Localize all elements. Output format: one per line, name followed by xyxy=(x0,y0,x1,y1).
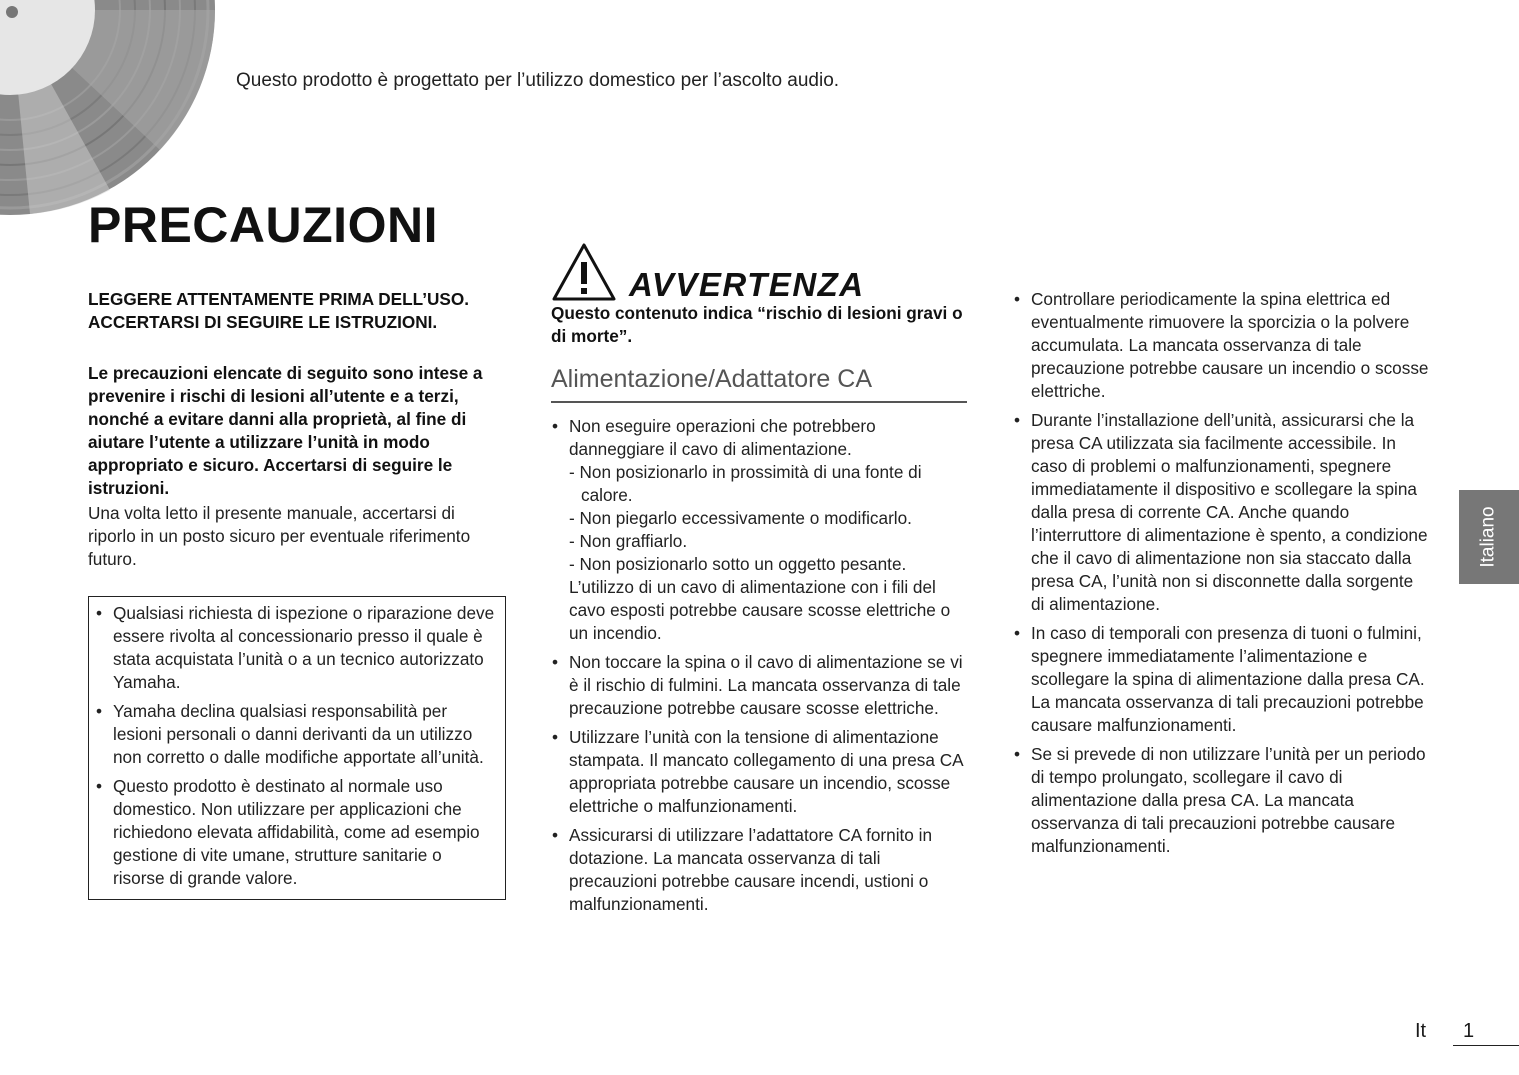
intro-note: Una volta letto il presente manuale, accertarsi di riporlo in un posto sicuro per eventuale riferimento futuro. xyxy=(88,503,471,569)
list-item-tail: L’utilizzo di un cavo di alimentazione con i fili del cavo esposti potrebbe causare scosse elettriche o un incendio. xyxy=(569,577,951,643)
lead-line-1: LEGGERE ATTENTAMENTE PRIMA DELL’USO. xyxy=(88,289,469,309)
right-column xyxy=(1013,288,1429,864)
list-item-text: Non eseguire operazioni che potrebbero danneggiare il cavo di alimentazione. xyxy=(569,416,876,459)
sub-item: - Non posizionarlo sotto un oggetto pesante. xyxy=(569,554,907,574)
list-item: • Non toccare la spina o il cavo di alimentazione se vi è il rischio di fulmini. La mancata osservanza di tale precauzione potrebbe causare scosse elettriche. xyxy=(551,651,967,720)
warning-header xyxy=(551,262,967,302)
list-item: • Qualsiasi richiesta di ispezione o riparazione deve essere rivolta al concessionario presso il quale è stata acquistata l’unità o a un tecnico autorizzato Yamaha. xyxy=(95,602,495,694)
sub-item: - Non graffiarlo. xyxy=(569,531,688,551)
list-item xyxy=(551,415,967,645)
lead-line-2: ACCERTARSI DI SEGUIRE LE ISTRUZIONI. xyxy=(88,312,438,332)
warning-description: Questo contenuto indica “rischio di lesioni gravi o di morte”. xyxy=(551,303,963,346)
list-item: • Yamaha declina qualsiasi responsabilità per lesioni personali o danni derivanti da un utilizzo non corretto o dalle modifiche apportate all’unità. xyxy=(95,700,495,769)
sub-item: - Non piegarlo eccessivamente o modificarlo. xyxy=(569,508,912,528)
list-item: • Assicurarsi di utilizzare l’adattatore CA fornito in dotazione. La mancata osservanza di tali precauzioni potrebbe causare incendi, ustioni o malfunzionamenti. xyxy=(551,824,967,916)
middle-column xyxy=(551,266,967,922)
list-item: • Utilizzare l’unità con la tensione di alimentazione stampata. Il mancato collegamento di una presa CA appropriata potrebbe causare un incendio, scosse elettriche o malfunzionamenti. xyxy=(551,726,967,818)
info-box xyxy=(88,596,506,900)
list-item: • Questo prodotto è destinato al normale uso domestico. Non utilizzare per applicazioni che richiedono elevata affidabilità, come ad esempio gestione di vite umane, strutture sanitarie o risorse di grande valore. xyxy=(95,775,495,890)
page-number: 1 xyxy=(1463,1020,1475,1042)
footer-divider xyxy=(1453,1045,1519,1046)
warning-title: AVVERTENZA xyxy=(629,266,865,303)
language-tab xyxy=(1459,490,1519,584)
left-column xyxy=(88,288,506,900)
list-item: • Durante l’installazione dell’unità, assicurarsi che la presa CA utilizzata sia facilmente accessibile. In caso di problemi o malfunzionamenti, spegnere immediatamente il dispositivo e scollegare la spina dalla presa di corrente CA. Anche quando l’interruttore di alimentazione è spento, a condizione che il cavo di alimentazione non sia staccato dalla presa CA, l’unità non si disconnette dalla sorgente di alimentazione. xyxy=(1013,409,1429,616)
warning-triangle-icon xyxy=(551,242,617,302)
list-item: • In caso di temporali con presenza di tuoni o fulmini, spegnere immediatamente l’alimentazione e scollegare la spina di alimentazione dalla presa CA. La mancata osservanza di tali precauzioni potrebbe causare malfunzionamenti. xyxy=(1013,622,1429,737)
disc-graphic xyxy=(0,0,260,220)
lead-instruction xyxy=(88,288,506,334)
page-title: PRECAUZIONI xyxy=(88,197,438,253)
language-tab-label: Italiano xyxy=(1478,506,1499,568)
list-item: • Se si prevede di non utilizzare l’unità per un periodo di tempo prolungato, scollegare il cavo di alimentazione dalla presa CA. La mancata osservanza di tali precauzioni potrebbe causare malfunzionamenti. xyxy=(1013,743,1429,858)
list-item: • Controllare periodicamente la spina elettrica ed eventualmente rimuovere la sporcizia o la polvere accumulata. La mancata osservanza di tale precauzione potrebbe causare un incendio o scosse elettriche. xyxy=(1013,288,1429,403)
section-title: Alimentazione/Adattatore CA xyxy=(551,368,967,403)
sub-item: - Non posizionarlo in prossimità di una fonte di calore. xyxy=(569,462,922,505)
intro-bold-paragraph: Le precauzioni elencate di seguito sono intese a prevenire i rischi di lesioni all’utente e a terzi, nonché a evitare danni alla proprietà, al fine di aiutare l’utente a utilizzare l’unità in modo appropriato e sicuro. Accertarsi di seguire le istruzioni. xyxy=(88,363,483,498)
intro-text: Questo prodotto è progettato per l’utilizzo domestico per l’ascolto audio. xyxy=(236,70,840,91)
footer-language: It xyxy=(1415,1020,1427,1042)
